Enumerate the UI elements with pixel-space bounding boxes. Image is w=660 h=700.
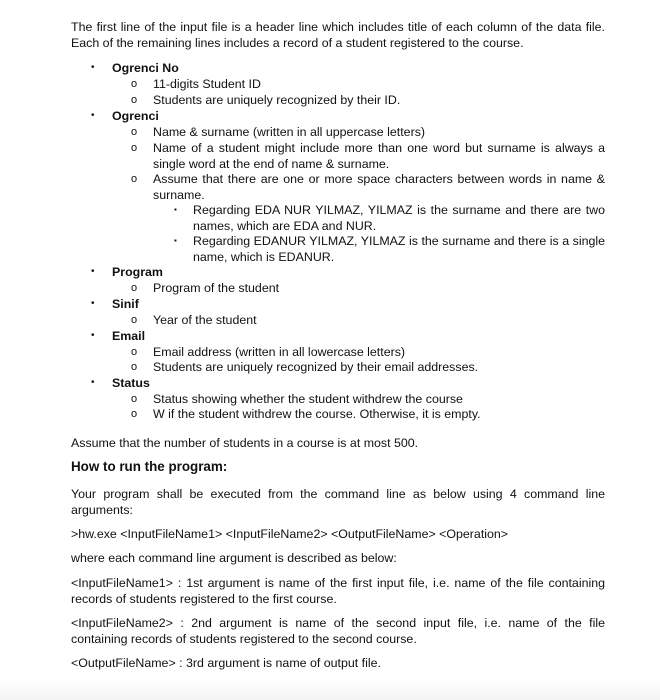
bullet-icon: • xyxy=(91,266,95,277)
argument-description: <InputFileName1> : 1st argument is name of the first input file, i.e. name of the file containing records of students registered to the first course. xyxy=(71,576,605,606)
sub-bullet-icon: o xyxy=(131,94,138,106)
example-item: Regarding EDANUR YILMAZ, YILMAZ is the surname and there is a single name, which is EDANUR. xyxy=(193,234,605,264)
list-item: Students are uniquely recognized by their ID. xyxy=(153,93,401,107)
page-bottom-edge xyxy=(0,682,660,700)
list-item: Email address (written in all lowercase letters) xyxy=(153,345,406,359)
example-item: Regarding EDA NUR YILMAZ, YILMAZ is the surname and there are two names, which are EDA and NUR. xyxy=(193,203,605,233)
list-item: Status showing whether the student withdrew the course xyxy=(153,392,463,406)
list-item: Name & surname (written in all uppercase letters) xyxy=(153,125,426,139)
how-to-run-heading: How to run the program: xyxy=(71,459,228,474)
sub-bullet-icon: o xyxy=(131,126,138,138)
square-bullet-icon: ▪ xyxy=(174,205,177,214)
list-item: Assume that there are one or more space characters between words in name & surname. xyxy=(153,172,605,202)
bullet-icon: • xyxy=(91,330,95,341)
sub-bullet-icon: o xyxy=(131,393,138,405)
bullet-icon: • xyxy=(91,62,95,73)
sub-bullet-icon: o xyxy=(131,314,138,326)
list-item: Name of a student might include more than one word but surname is always a single word at the end of name & surname. xyxy=(153,141,605,171)
assumption-text: Assume that the number of students in a course is at most 500. xyxy=(71,436,419,450)
field-label-ogrenci-no: Ogrenci No xyxy=(112,61,179,75)
list-item: 11-digits Student ID xyxy=(153,77,261,91)
intro-paragraph: The first line of the input file is a header line which includes title of each column of the data file. Each of the remaining lines includes a record of a student registered to the course. xyxy=(71,20,605,50)
argument-description: <InputFileName2> : 2nd argument is name of the second input file, i.e. name of the file containing records of students registered to the second course. xyxy=(71,616,605,646)
run-intro-paragraph: Your program shall be executed from the command line as below using 4 command line arguments: xyxy=(71,487,605,517)
bullet-icon: • xyxy=(91,110,95,121)
list-item: Year of the student xyxy=(153,313,257,327)
list-item: Students are uniquely recognized by their email addresses. xyxy=(153,360,479,374)
arguments-intro: where each command line argument is described as below: xyxy=(71,551,397,565)
field-label-sinif: Sinif xyxy=(112,297,139,311)
list-item: Program of the student xyxy=(153,281,280,295)
field-label-ogrenci: Ogrenci xyxy=(112,109,159,123)
sub-bullet-icon: o xyxy=(131,78,138,90)
list-item: W if the student withdrew the course. Otherwise, it is empty. xyxy=(153,407,481,421)
sub-bullet-icon: o xyxy=(131,361,138,373)
field-label-program: Program xyxy=(112,265,163,279)
argument-description: <OutputFileName> : 3rd argument is name of output file. xyxy=(71,656,381,670)
field-label-email: Email xyxy=(112,329,146,343)
sub-bullet-icon: o xyxy=(131,173,138,185)
sub-bullet-icon: o xyxy=(131,346,138,358)
sub-bullet-icon: o xyxy=(131,408,138,420)
bullet-icon: • xyxy=(91,377,95,388)
square-bullet-icon: ▪ xyxy=(174,236,177,245)
sub-bullet-icon: o xyxy=(131,142,138,154)
field-label-status: Status xyxy=(112,376,150,390)
bullet-icon: • xyxy=(91,298,95,309)
sub-bullet-icon: o xyxy=(131,282,138,294)
command-line-example: >hw.exe <InputFileName1> <InputFileName2> <OutputFileName> <Operation> xyxy=(71,527,509,541)
